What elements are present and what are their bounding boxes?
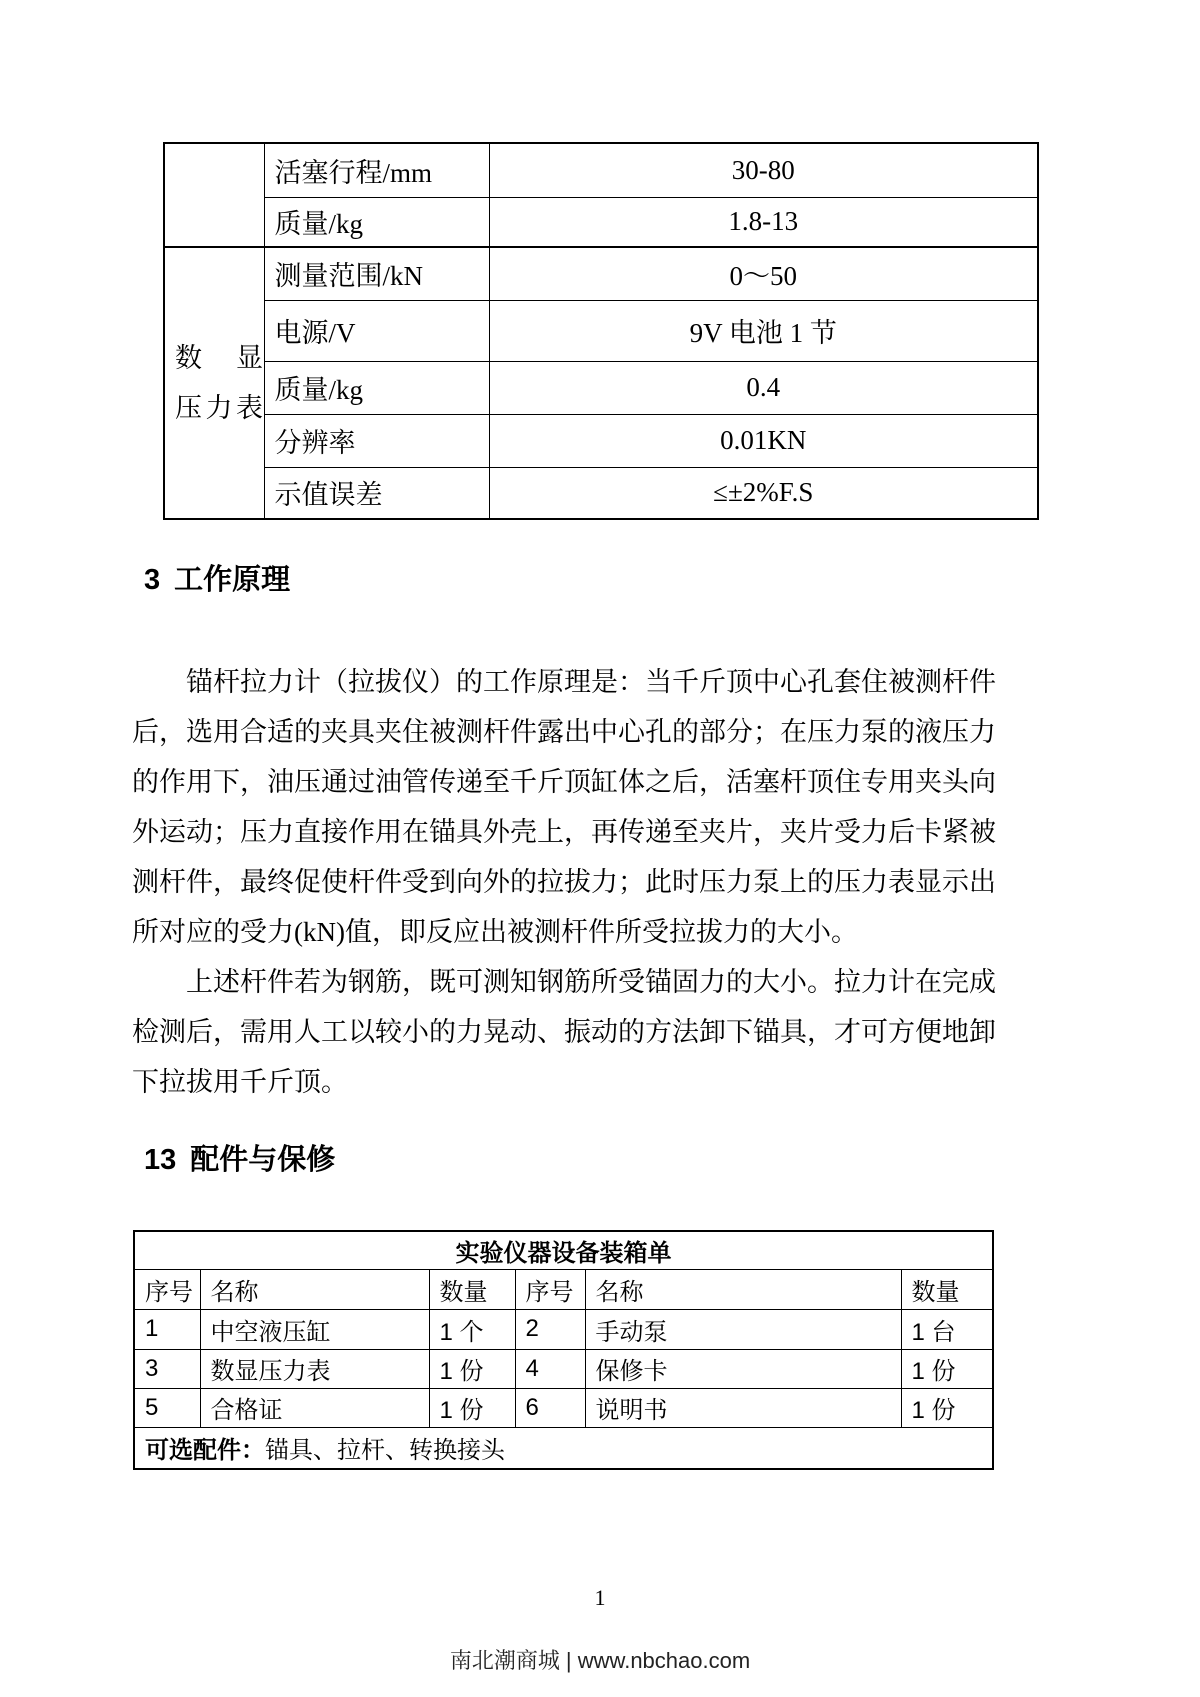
table-title-row: [134, 1231, 993, 1269]
spec-value: 0.01KN: [489, 414, 1038, 467]
table-row: [164, 197, 1038, 247]
cell-qty: 1 台: [901, 1309, 993, 1349]
body-line: 下拉拔用千斤顶。: [132, 1067, 348, 1097]
spec-value: 1.8-13: [489, 197, 1038, 247]
spec-group-label: 数显 压力表: [175, 343, 263, 423]
section-heading-working-principle: [144, 564, 290, 596]
table-header-row: [134, 1269, 993, 1309]
table-row: [164, 467, 1038, 519]
column-header: 名称: [200, 1269, 429, 1309]
cell-name: 中空液压缸: [200, 1309, 429, 1349]
body-line: 上述杆件若为钢筋，既可测知钢筋所受锚固力的大小。拉力计在完成: [186, 967, 996, 997]
spec-label: 质量/kg: [264, 361, 489, 414]
body-line: 锚杆拉力计（拉拔仪）的工作原理是：当千斤顶中心孔套住被测杆件: [186, 667, 996, 697]
spec-label: 测量范围/kN: [264, 247, 489, 300]
cell-qty: 1 份: [901, 1388, 993, 1427]
section-title: 配件与保修: [190, 1144, 336, 1176]
table-row: [164, 247, 1038, 300]
cell-qty: 1 份: [429, 1349, 515, 1388]
table-row: [134, 1388, 993, 1427]
cell-name: 手动泵: [585, 1309, 901, 1349]
cell-seq: 3: [134, 1349, 200, 1388]
spec-value: ≤±2%F.S: [489, 467, 1038, 519]
cell-qty: 1 份: [901, 1349, 993, 1388]
spec-table: [163, 142, 1039, 520]
section-number: 3: [144, 564, 161, 596]
cell-seq: 2: [515, 1309, 585, 1349]
spec-label: 质量/kg: [264, 197, 489, 247]
body-line: 所对应的受力(kN)值，即反应出被测杆件所受拉拔力的大小。: [132, 917, 858, 947]
table-row: [134, 1349, 993, 1388]
packing-table-title: 实验仪器设备装箱单: [134, 1231, 993, 1269]
column-header: 名称: [585, 1269, 901, 1309]
optional-accessories-value: 锚具、拉杆、转换接头: [265, 1437, 505, 1465]
table-row: [134, 1309, 993, 1349]
body-line: 外运动；压力直接作用在锚具外壳上，再传递至夹片，夹片受力后卡紧被: [132, 817, 996, 847]
section-title: 工作原理: [174, 564, 291, 596]
optional-accessories-label: 可选配件：: [145, 1437, 265, 1465]
spec-value: 0～50: [489, 247, 1038, 300]
table-row: [164, 143, 1038, 197]
spec-label: 活塞行程/mm: [264, 143, 489, 197]
spec-group-empty-cell: [164, 143, 264, 247]
packing-list-table: [133, 1230, 994, 1470]
table-row: [164, 361, 1038, 414]
column-header: 序号: [515, 1269, 585, 1309]
cell-name: 保修卡: [585, 1349, 901, 1388]
page-number: 1: [594, 1585, 606, 1610]
spec-label: 示值误差: [264, 467, 489, 519]
table-row: [164, 300, 1038, 361]
section-heading-accessories-warranty: [144, 1144, 335, 1176]
spec-value: 0.4: [489, 361, 1038, 414]
optional-accessories-cell: [134, 1427, 993, 1469]
column-header: 数量: [901, 1269, 993, 1309]
cell-seq: 5: [134, 1388, 200, 1427]
spec-label: 电源/V: [264, 300, 489, 361]
cell-seq: 1: [134, 1309, 200, 1349]
cell-qty: 1 个: [429, 1309, 515, 1349]
cell-name: 数显压力表: [200, 1349, 429, 1388]
cell-seq: 4: [515, 1349, 585, 1388]
spec-value: 30-80: [489, 143, 1038, 197]
column-header: 数量: [429, 1269, 515, 1309]
body-line: 测杆件，最终促使杆件受到向外的拉拔力；此时压力泵上的压力表显示出: [132, 867, 996, 897]
spec-group-cell: [164, 247, 264, 519]
spec-label: 分辨率: [264, 414, 489, 467]
cell-qty: 1 份: [429, 1388, 515, 1427]
brand-footer: 南北潮商城 | www.nbchao.com: [449, 1648, 751, 1673]
section-number: 13: [144, 1144, 177, 1176]
table-row: [164, 414, 1038, 467]
body-text: [132, 657, 1092, 1107]
cell-seq: 6: [515, 1388, 585, 1427]
cell-name: 合格证: [200, 1388, 429, 1427]
column-header: 序号: [134, 1269, 200, 1309]
body-line: 的作用下，油压通过油管传递至千斤顶缸体之后，活塞杆顶住专用夹头向: [132, 767, 996, 797]
table-footer-row: [134, 1427, 993, 1469]
body-line: 后，选用合适的夹具夹住被测杆件露出中心孔的部分；在压力泵的液压力: [132, 717, 996, 747]
spec-value: 9V 电池 1 节: [489, 300, 1038, 361]
body-line: 检测后，需用人工以较小的力晃动、振动的方法卸下锚具，才可方便地卸: [132, 1017, 996, 1047]
cell-name: 说明书: [585, 1388, 901, 1427]
